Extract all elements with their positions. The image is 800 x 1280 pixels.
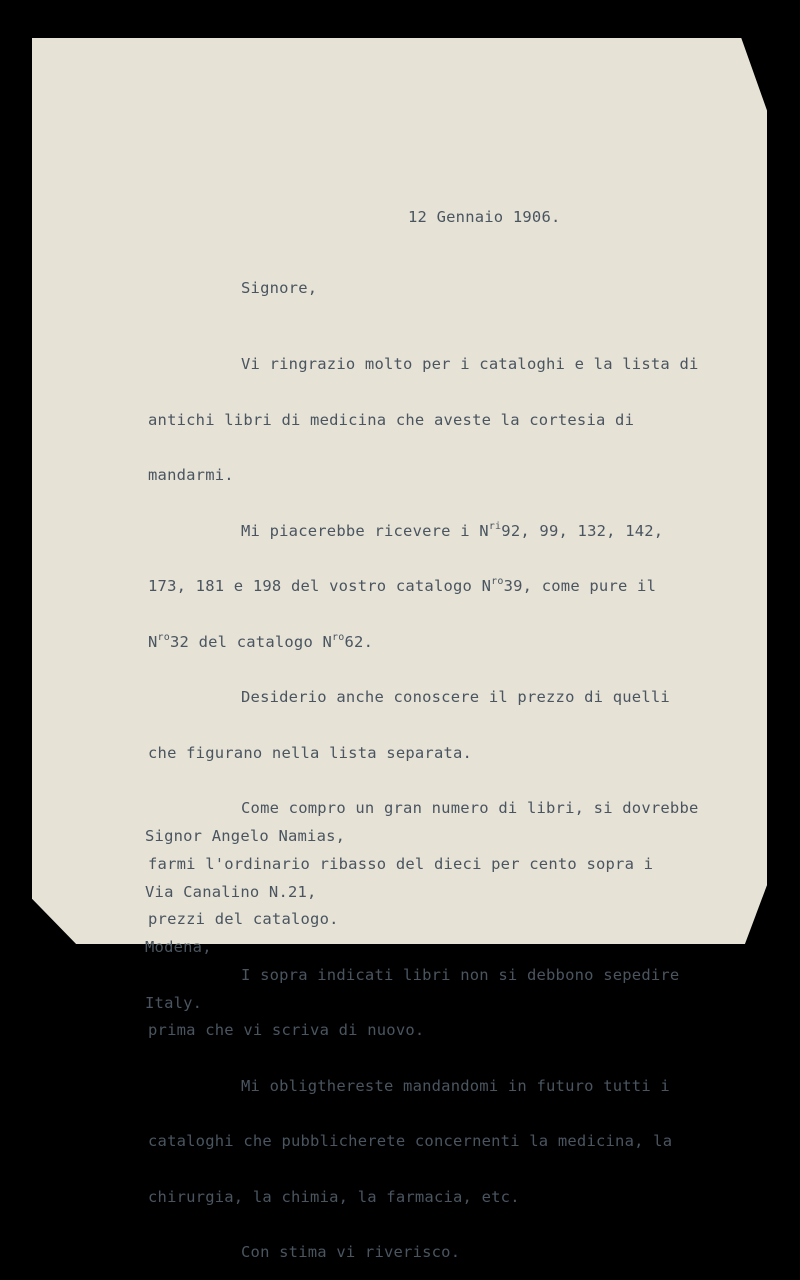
superscript: ri [488,520,502,532]
body-line: chirurgia, la chimia, la farmacia, etc. [148,1187,520,1206]
address-line: Signor Angelo Namias, [145,827,346,845]
body-line: Vi ringrazio molto per i cataloghi e la lista di [241,355,699,373]
recipient-address [145,790,345,1031]
body-line: prezzi del catalogo. [148,910,339,928]
body-line: mandarmi. [148,466,234,484]
body-line: farmi l'ordinario ribasso del dieci per cento sopra i [148,854,654,873]
address-line: Via Canalino N.21, [145,882,317,901]
body-line: prima che vi scriva di nuovo. [148,1021,425,1039]
address-line: Modena, [145,938,212,956]
body-line: Come compro un gran numero di libri, si dovrebbe [241,799,699,817]
body-line: 173, 181 e 198 del vostro catalogo $N^{ro}39$, come pure il [148,576,657,595]
body-line: cataloghi che pubblicherete concernenti la medicina, la [148,1132,673,1150]
superscript: ro [491,576,504,587]
body-line: che figurano nella lista separata. [148,743,473,762]
letter-salutation: Signore, [241,279,318,297]
body-line: I sopra indicati libri non si debbono sepedire [241,965,680,984]
superscript: ro [332,631,345,643]
body-line: $N^{ro}32$ del catalogo $N^{ro}62$. [148,631,374,651]
body-line: Con stima vi riverisco. [241,1243,461,1261]
letter-date: 12 Gennaio 1906. [408,208,561,226]
address-line: Italy. [145,993,203,1012]
body-line: Mi obligthereste mandandomi in futuro tutti i [241,1076,670,1095]
body-line: antichi libri di medicina che aveste la cortesia di [148,410,635,429]
body-line: Desiderio anche conoscere il prezzo di quelli [241,688,670,706]
superscript: ro [157,631,170,643]
body-line: Mi piacerebbe ricevere i $N^{ri}92$, 99, 132, 142, [241,520,664,540]
